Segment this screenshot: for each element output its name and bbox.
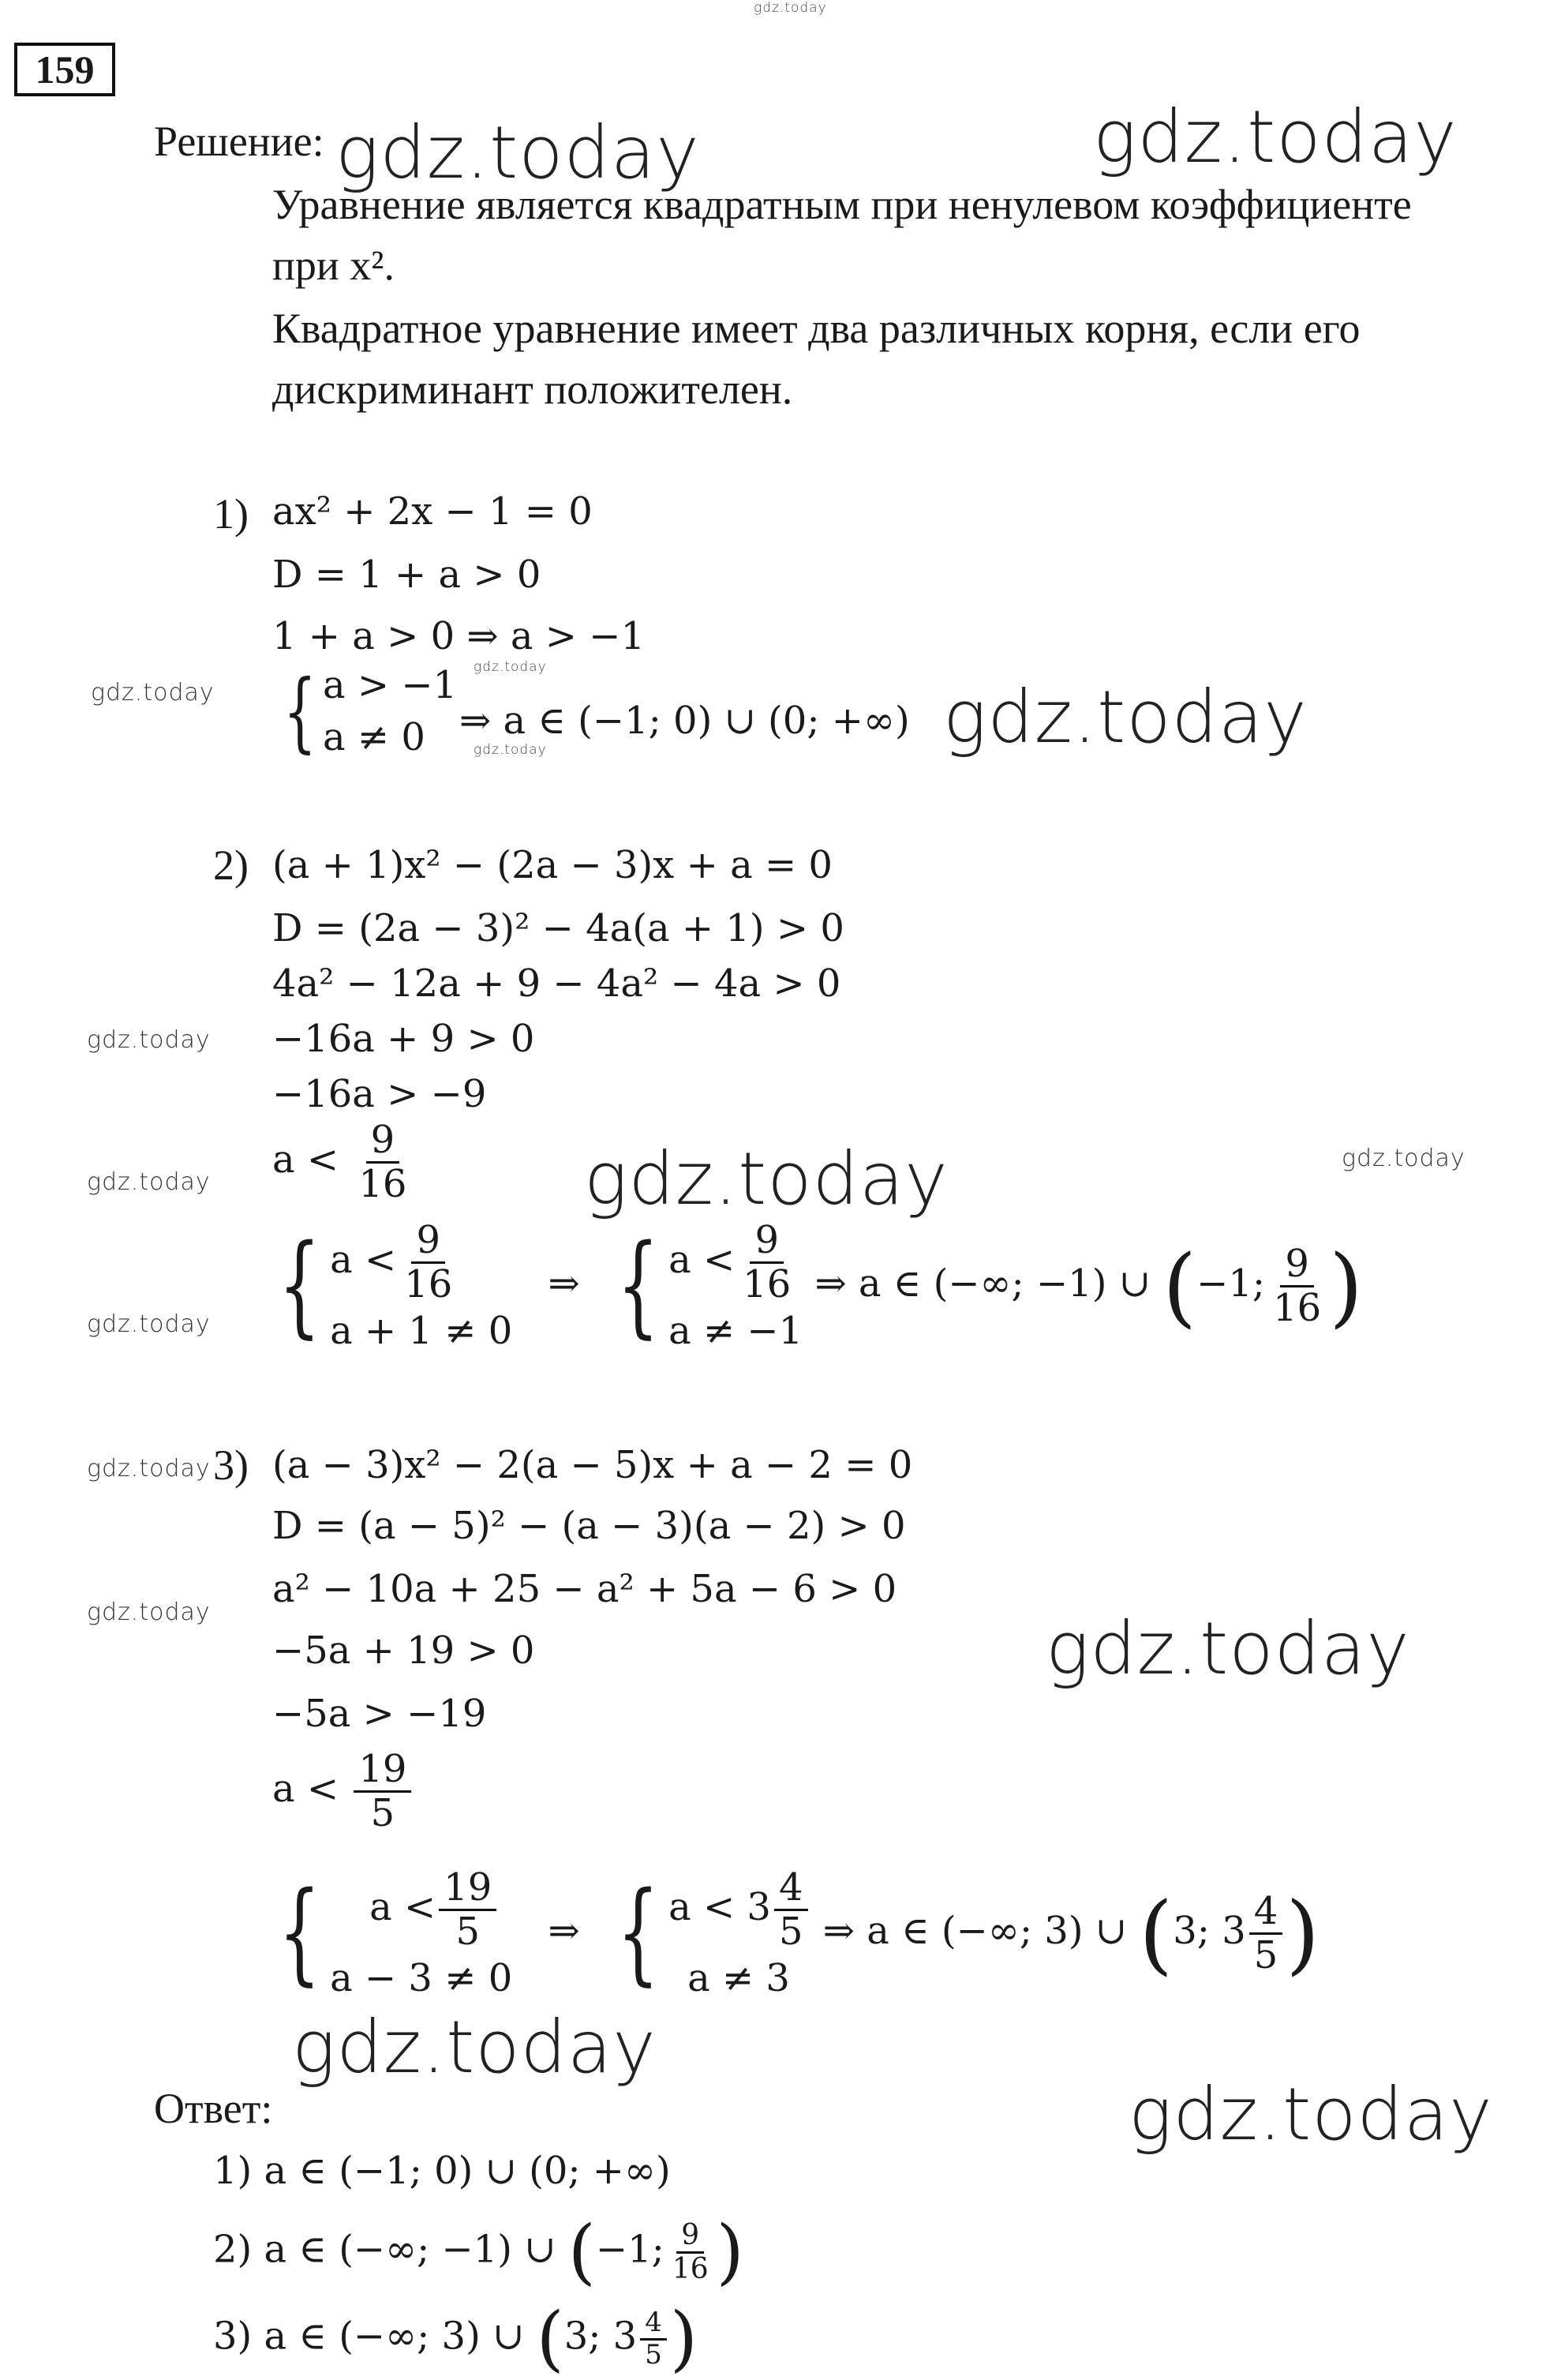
frac-numerator: 9 xyxy=(750,1220,784,1264)
watermark: gdz.today xyxy=(91,679,215,707)
system-row xyxy=(330,1867,512,1953)
paren: ( xyxy=(536,2297,564,2380)
row-lhs: a < xyxy=(369,1884,436,1929)
part1-line: D = 1 + a > 0 xyxy=(272,553,541,597)
frac-numerator: 4 xyxy=(640,2308,667,2340)
paren: ) xyxy=(1329,1235,1364,1337)
part2-line: D = (2a − 3)² − 4a(a + 1) > 0 xyxy=(272,906,844,950)
part3-equation: (a − 3)x² − 2(a − 5)x + a − 2 = 0 xyxy=(272,1443,913,1487)
watermark: gdz.today xyxy=(87,1168,211,1196)
frac-numerator: 9 xyxy=(676,2220,704,2254)
watermark: gdz.today xyxy=(1129,2072,1493,2157)
system-row: a ≠ −1 xyxy=(668,1308,803,1353)
frac-denominator: 5 xyxy=(455,1909,480,1954)
part3-system: { a < $\frac{19}{5}$ a − 3 ≠ 0 ⇒ { a < 3 $\frac{4}{5}$ a ≠ 3 ⇒ a ∈ (−∞; 3) ∪ (3; 3 $\frac{4}{5}$ ) xyxy=(278,1865,1320,2000)
interval: 3; 3 xyxy=(563,2314,638,2359)
part1-line: 1 + a > 0 ⇒ a > −1 xyxy=(272,614,646,658)
intro-line-3: Квадратное уравнение имеет два различных корня, если его xyxy=(272,305,1361,352)
answer-1: 1) a ∈ (−1; 0) ∪ (0; +∞) xyxy=(213,2149,671,2193)
paren: ( xyxy=(567,2210,596,2293)
frac-denominator: 16 xyxy=(404,1261,453,1306)
ineq-lhs: a < xyxy=(272,1137,339,1182)
frac-denominator: 16 xyxy=(743,1261,792,1306)
frac-numerator: 19 xyxy=(439,1867,496,1911)
part1-result: ⇒ a ∈ (−1; 0) ∪ (0; +∞) xyxy=(459,699,910,743)
paren: ( xyxy=(1162,1235,1197,1337)
intro-line-4: дискриминант положителен. xyxy=(272,365,793,413)
frac-numerator: 4 xyxy=(1249,1891,1283,1935)
system-row: a − 3 ≠ 0 xyxy=(330,1955,513,2000)
frac-denominator: 5 xyxy=(1253,1932,1278,1977)
watermark: gdz.today xyxy=(87,1310,211,1338)
answer-label: Ответ: xyxy=(154,2085,273,2132)
frac-denominator: 16 xyxy=(1273,1285,1322,1330)
watermark-top: gdz.today xyxy=(754,0,827,16)
result-prefix: ⇒ a ∈ (−∞; 3) ∪ xyxy=(822,1908,1128,1953)
frac-numerator: 9 xyxy=(1280,1243,1314,1287)
system-row xyxy=(330,1220,512,1306)
problem-number: 159 xyxy=(14,43,115,96)
watermark: gdz.today xyxy=(1093,95,1458,179)
paren: ) xyxy=(669,2297,698,2380)
system-row: a + 1 ≠ 0 xyxy=(330,1308,513,1353)
solution-label: Решение: xyxy=(154,118,324,165)
row-lhs: a < xyxy=(330,1237,397,1282)
watermark: gdz.today xyxy=(1342,1145,1466,1172)
part3-inequality xyxy=(272,1748,414,1835)
watermark: gdz.today xyxy=(943,675,1308,759)
frac-denominator: 5 xyxy=(370,1790,395,1835)
frac-denominator: 16 xyxy=(672,2252,709,2285)
row-lhs: a < 3 xyxy=(668,1884,771,1929)
part3-line: −5a + 19 > 0 xyxy=(272,1629,535,1673)
intro-line-1: Уравнение является квадратным при ненулевом коэффициенте xyxy=(272,181,1412,228)
frac-numerator: 9 xyxy=(366,1119,400,1164)
system-row: a > −1 xyxy=(323,663,458,707)
row-lhs: a < xyxy=(668,1237,736,1282)
interval: 3; 3 xyxy=(1173,1908,1246,1953)
ineq-lhs: a < xyxy=(272,1766,339,1811)
part1-label: 1) xyxy=(213,490,249,538)
part2-equation: (a + 1)x² − (2a − 3)x + a = 0 xyxy=(272,843,833,887)
answer-prefix: 2) a ∈ (−∞; −1) ∪ xyxy=(213,2227,556,2272)
part2-label: 2) xyxy=(213,841,249,889)
implies: ⇒ xyxy=(548,1261,580,1306)
interval: −1; xyxy=(595,2227,664,2272)
watermark: gdz.today xyxy=(292,2005,657,2090)
watermark: gdz.today xyxy=(87,1026,211,1054)
part1-equation: ax² + 2x − 1 = 0 xyxy=(272,489,593,534)
result-prefix: ⇒ a ∈ (−∞; −1) ∪ xyxy=(814,1261,1151,1306)
answer-2 xyxy=(213,2210,744,2293)
intro-line-2: при x². xyxy=(272,242,395,289)
watermark: gdz.today xyxy=(87,1599,211,1626)
part3-line: D = (a − 5)² − (a − 3)(a − 2) > 0 xyxy=(272,1504,906,1548)
watermark: gdz.today xyxy=(474,742,547,758)
part3-label: 3) xyxy=(213,1441,249,1489)
watermark: gdz.today xyxy=(584,1137,949,1221)
frac-numerator: 4 xyxy=(774,1867,808,1911)
part3-line: −5a > −19 xyxy=(272,1692,487,1736)
interval: −1; xyxy=(1196,1261,1266,1306)
system-row xyxy=(668,1220,803,1306)
answer-3 xyxy=(213,2297,698,2380)
implies: ⇒ xyxy=(548,1908,580,1953)
part2-inequality xyxy=(272,1119,414,1205)
frac-numerator: 19 xyxy=(354,1748,411,1793)
part2-line: −16a > −9 xyxy=(272,1072,487,1116)
part2-line: 4a² − 12a + 9 − 4a² − 4a > 0 xyxy=(272,961,841,1006)
part1-system: { a > −1 a ≠ 0 xyxy=(283,661,458,762)
paren: ( xyxy=(1139,1883,1174,1985)
frac-denominator: 5 xyxy=(645,2338,662,2371)
watermark: gdz.today xyxy=(335,111,700,195)
answer-prefix: 3) a ∈ (−∞; 3) ∪ xyxy=(213,2314,525,2359)
part3-line: a² − 10a + 25 − a² + 5a − 6 > 0 xyxy=(272,1567,897,1611)
watermark: gdz.today xyxy=(474,659,547,675)
frac-denominator: 5 xyxy=(778,1909,803,1954)
watermark: gdz.today xyxy=(1046,1606,1410,1691)
system-row: a ≠ 0 xyxy=(323,715,425,759)
part2-line: −16a + 9 > 0 xyxy=(272,1017,535,1061)
part2-system: { a < $\frac{9}{16}$ a + 1 ≠ 0 ⇒ { a < $\frac{9}{16}$ a ≠ −1 ⇒ a ∈ (−∞; −1) ∪ (−1; $\frac{9}{16}$ ) xyxy=(278,1218,1364,1353)
frac-numerator: 9 xyxy=(411,1220,445,1264)
paren: ) xyxy=(716,2210,744,2293)
system-row: a ≠ 3 xyxy=(687,1955,790,2000)
watermark: gdz.today xyxy=(87,1455,211,1482)
paren: ) xyxy=(1286,1883,1320,1985)
system-row xyxy=(668,1867,810,1953)
frac-denominator: 16 xyxy=(358,1161,407,1206)
